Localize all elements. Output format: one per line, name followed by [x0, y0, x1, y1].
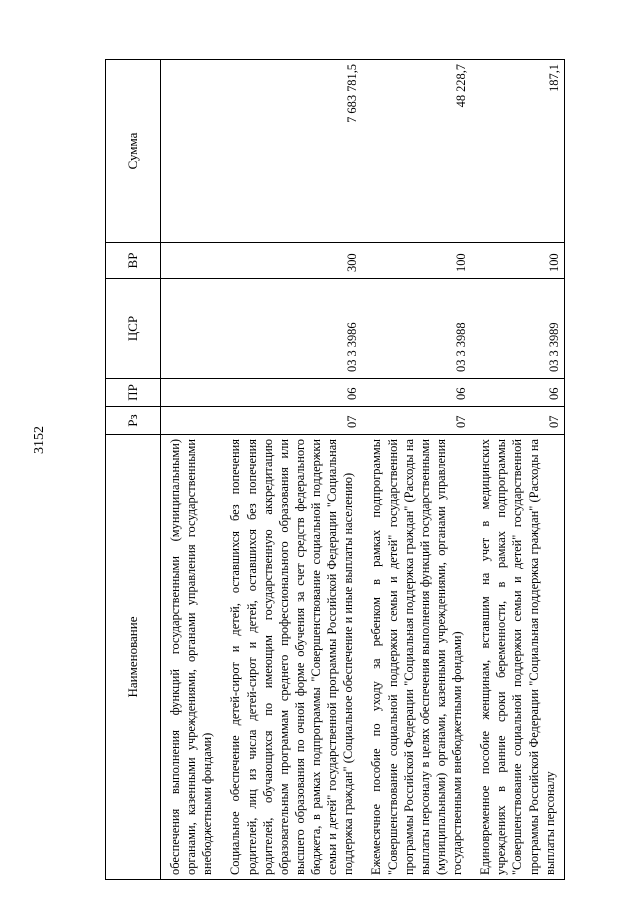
row-name: Социальное обеспечение детей-сирот и детей, оставшихся без попечения родителей, лиц из числа детей-сирот и детей, оставшихся без попечения родителей, обучающихся по имеющим государственную аккредитацию образовательным программам среднего профессионального образования или высшего образования по очной форме обучения за счет средств федерального бюджета, в рамках подпрограммы "Совершенствование социальной поддержки семьи и детей" государственной программы Российской Федерации "Социальная поддержка граждан" (Социальное обеспечение и иные выплаты населению) [221, 435, 362, 880]
page-number: 3152 [32, 426, 47, 454]
header-name: Наименование [106, 435, 161, 880]
row-rz [161, 407, 222, 435]
table-row [161, 60, 222, 880]
row-name: обеспечения выполнения функций государственными (муниципальными) органами, казенными учреждениями, органами управления государственными внебюджетными фондами) [161, 435, 222, 880]
table-row [471, 60, 564, 880]
budget-table [105, 59, 565, 880]
row-vr: 300 [221, 243, 362, 279]
table-row [362, 60, 471, 880]
row-csr [161, 279, 222, 379]
header-sum: Сумма [106, 60, 161, 243]
row-rz: 07 [362, 407, 471, 435]
row-name: Ежемесячное пособие по уходу за ребенком в рамках подпрограммы "Совершенствование социальной поддержки семьи и детей" государственной программы Российской Федерации "Социальная поддержка граждан" (Расходы на выплаты персоналу в целях обеспечения выполнения функций государственными (муниципальными) органами, казенными учреждениями, органами управления государственными внебюджетными фондами) [362, 435, 471, 880]
row-sum: 7 683 781,5 [221, 60, 362, 243]
row-sum: 48 228,7 [362, 60, 471, 243]
rotated-page-content [105, 60, 605, 880]
header-pr: ПР [106, 379, 161, 407]
table-header-row [106, 60, 161, 880]
table-row [221, 60, 362, 880]
header-vr: ВР [106, 243, 161, 279]
row-vr: 100 [471, 243, 564, 279]
row-rz: 07 [221, 407, 362, 435]
header-rz: Рз [106, 407, 161, 435]
row-rz: 07 [471, 407, 564, 435]
row-name: Единовременное пособие женщинам, вставшим на учет в медицинских учреждениях в ранние сроки беременности, в рамках подпрограммы "Совершенствование социальной поддержки семьи и детей" государственной программы Российской Федерации "Социальная поддержка граждан" (Расходы на выплаты персоналу [471, 435, 564, 880]
header-csr: ЦСР [106, 279, 161, 379]
row-vr: 100 [362, 243, 471, 279]
row-pr [161, 379, 222, 407]
row-pr: 06 [362, 379, 471, 407]
row-pr: 06 [221, 379, 362, 407]
row-sum: 187,1 [471, 60, 564, 243]
row-csr: 03 3 3989 [471, 279, 564, 379]
row-sum [161, 60, 222, 243]
row-vr [161, 243, 222, 279]
row-csr: 03 3 3986 [221, 279, 362, 379]
row-pr: 06 [471, 379, 564, 407]
row-csr: 03 3 3988 [362, 279, 471, 379]
